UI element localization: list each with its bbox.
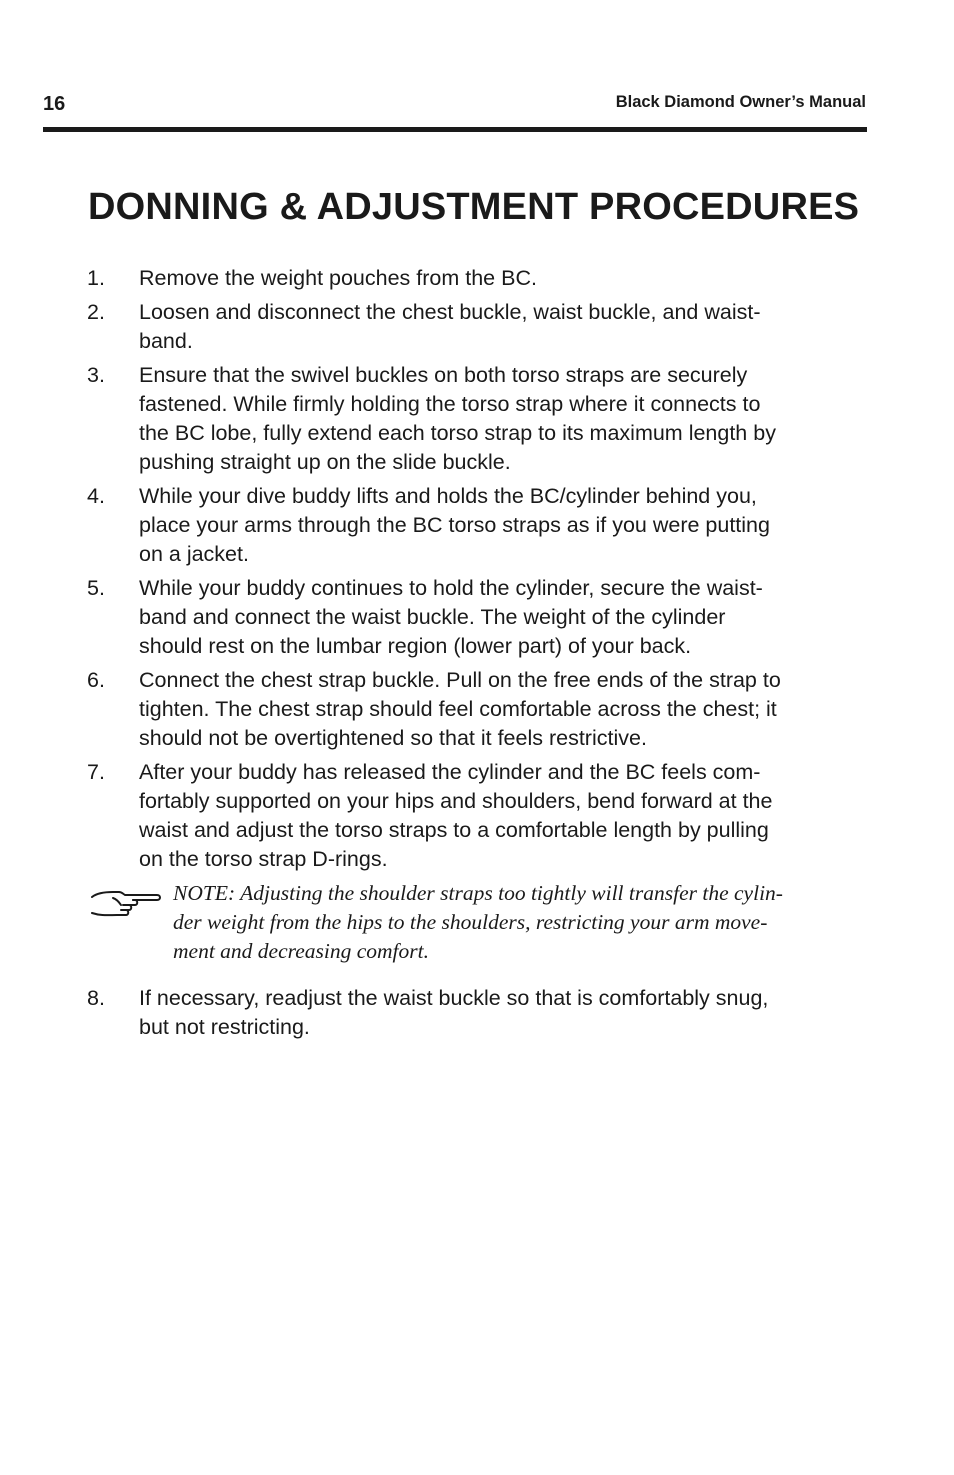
note-line: NOTE: Adjusting the shoulder straps too tightly will transfer the cylin-	[173, 881, 783, 905]
page-title: DONNING & ADJUSTMENT PROCEDURES	[88, 186, 860, 228]
step-3	[87, 361, 867, 477]
step-line: should not be overtightened so that it feels restrictive.	[139, 726, 647, 750]
step-line: band.	[139, 329, 193, 353]
step-number: 5.	[87, 576, 105, 600]
procedure-steps	[87, 264, 867, 1047]
step-number: 3.	[87, 363, 105, 387]
step-line: Remove the weight pouches from the BC.	[139, 266, 537, 290]
step-line: waist and adjust the torso straps to a comfortable length by pulling	[139, 818, 769, 842]
note-callout	[87, 879, 867, 966]
step-number: 6.	[87, 668, 105, 692]
step-line: fortably supported on your hips and shoulders, bend forward at the	[139, 789, 773, 813]
step-1	[87, 264, 867, 293]
step-line: tighten. The chest strap should feel comfortable across the chest; it	[139, 697, 777, 721]
step-number: 4.	[87, 484, 105, 508]
step-7	[87, 758, 867, 874]
step-line: While your dive buddy lifts and holds the BC/cylinder behind you,	[139, 484, 757, 508]
step-4	[87, 482, 867, 569]
step-number: 8.	[87, 986, 105, 1010]
step-number: 7.	[87, 760, 105, 784]
step-line: the BC lobe, fully extend each torso strap to its maximum length by	[139, 421, 776, 445]
note-line: der weight from the hips to the shoulders, restricting your arm move-	[173, 910, 768, 934]
step-line: Connect the chest strap buckle. Pull on the free ends of the strap to	[139, 668, 781, 692]
page-number: 16	[43, 93, 66, 115]
step-5	[87, 574, 867, 661]
step-line: on a jacket.	[139, 542, 249, 566]
step-line: should rest on the lumbar region (lower part) of your back.	[139, 634, 692, 658]
header-rule	[43, 127, 867, 132]
step-line: on the torso strap D-rings.	[139, 847, 388, 871]
step-line: Ensure that the swivel buckles on both torso straps are securely	[139, 363, 748, 387]
step-number: 1.	[87, 266, 105, 290]
running-header: Black Diamond Owner’s Manual	[615, 93, 866, 111]
step-6	[87, 666, 867, 753]
step-line: While your buddy continues to hold the cylinder, secure the waist-	[139, 576, 763, 600]
step-line: After your buddy has released the cylinder and the BC feels com-	[139, 760, 761, 784]
step-line: If necessary, readjust the waist buckle so that is comfortably snug,	[139, 986, 769, 1010]
step-number: 2.	[87, 300, 105, 324]
pointing-hand-icon	[89, 885, 163, 921]
step-line: fastened. While firmly holding the torso strap where it connects to	[139, 392, 761, 416]
step-2	[87, 298, 867, 356]
step-line: Loosen and disconnect the chest buckle, waist buckle, and waist-	[139, 300, 761, 324]
note-line: ment and decreasing comfort.	[173, 939, 429, 963]
step-line: place your arms through the BC torso straps as if you were putting	[139, 513, 770, 537]
step-line: but not restricting.	[139, 1015, 310, 1039]
step-line: pushing straight up on the slide buckle.	[139, 450, 511, 474]
step-line: band and connect the waist buckle. The weight of the cylinder	[139, 605, 726, 629]
step-8	[87, 984, 867, 1042]
